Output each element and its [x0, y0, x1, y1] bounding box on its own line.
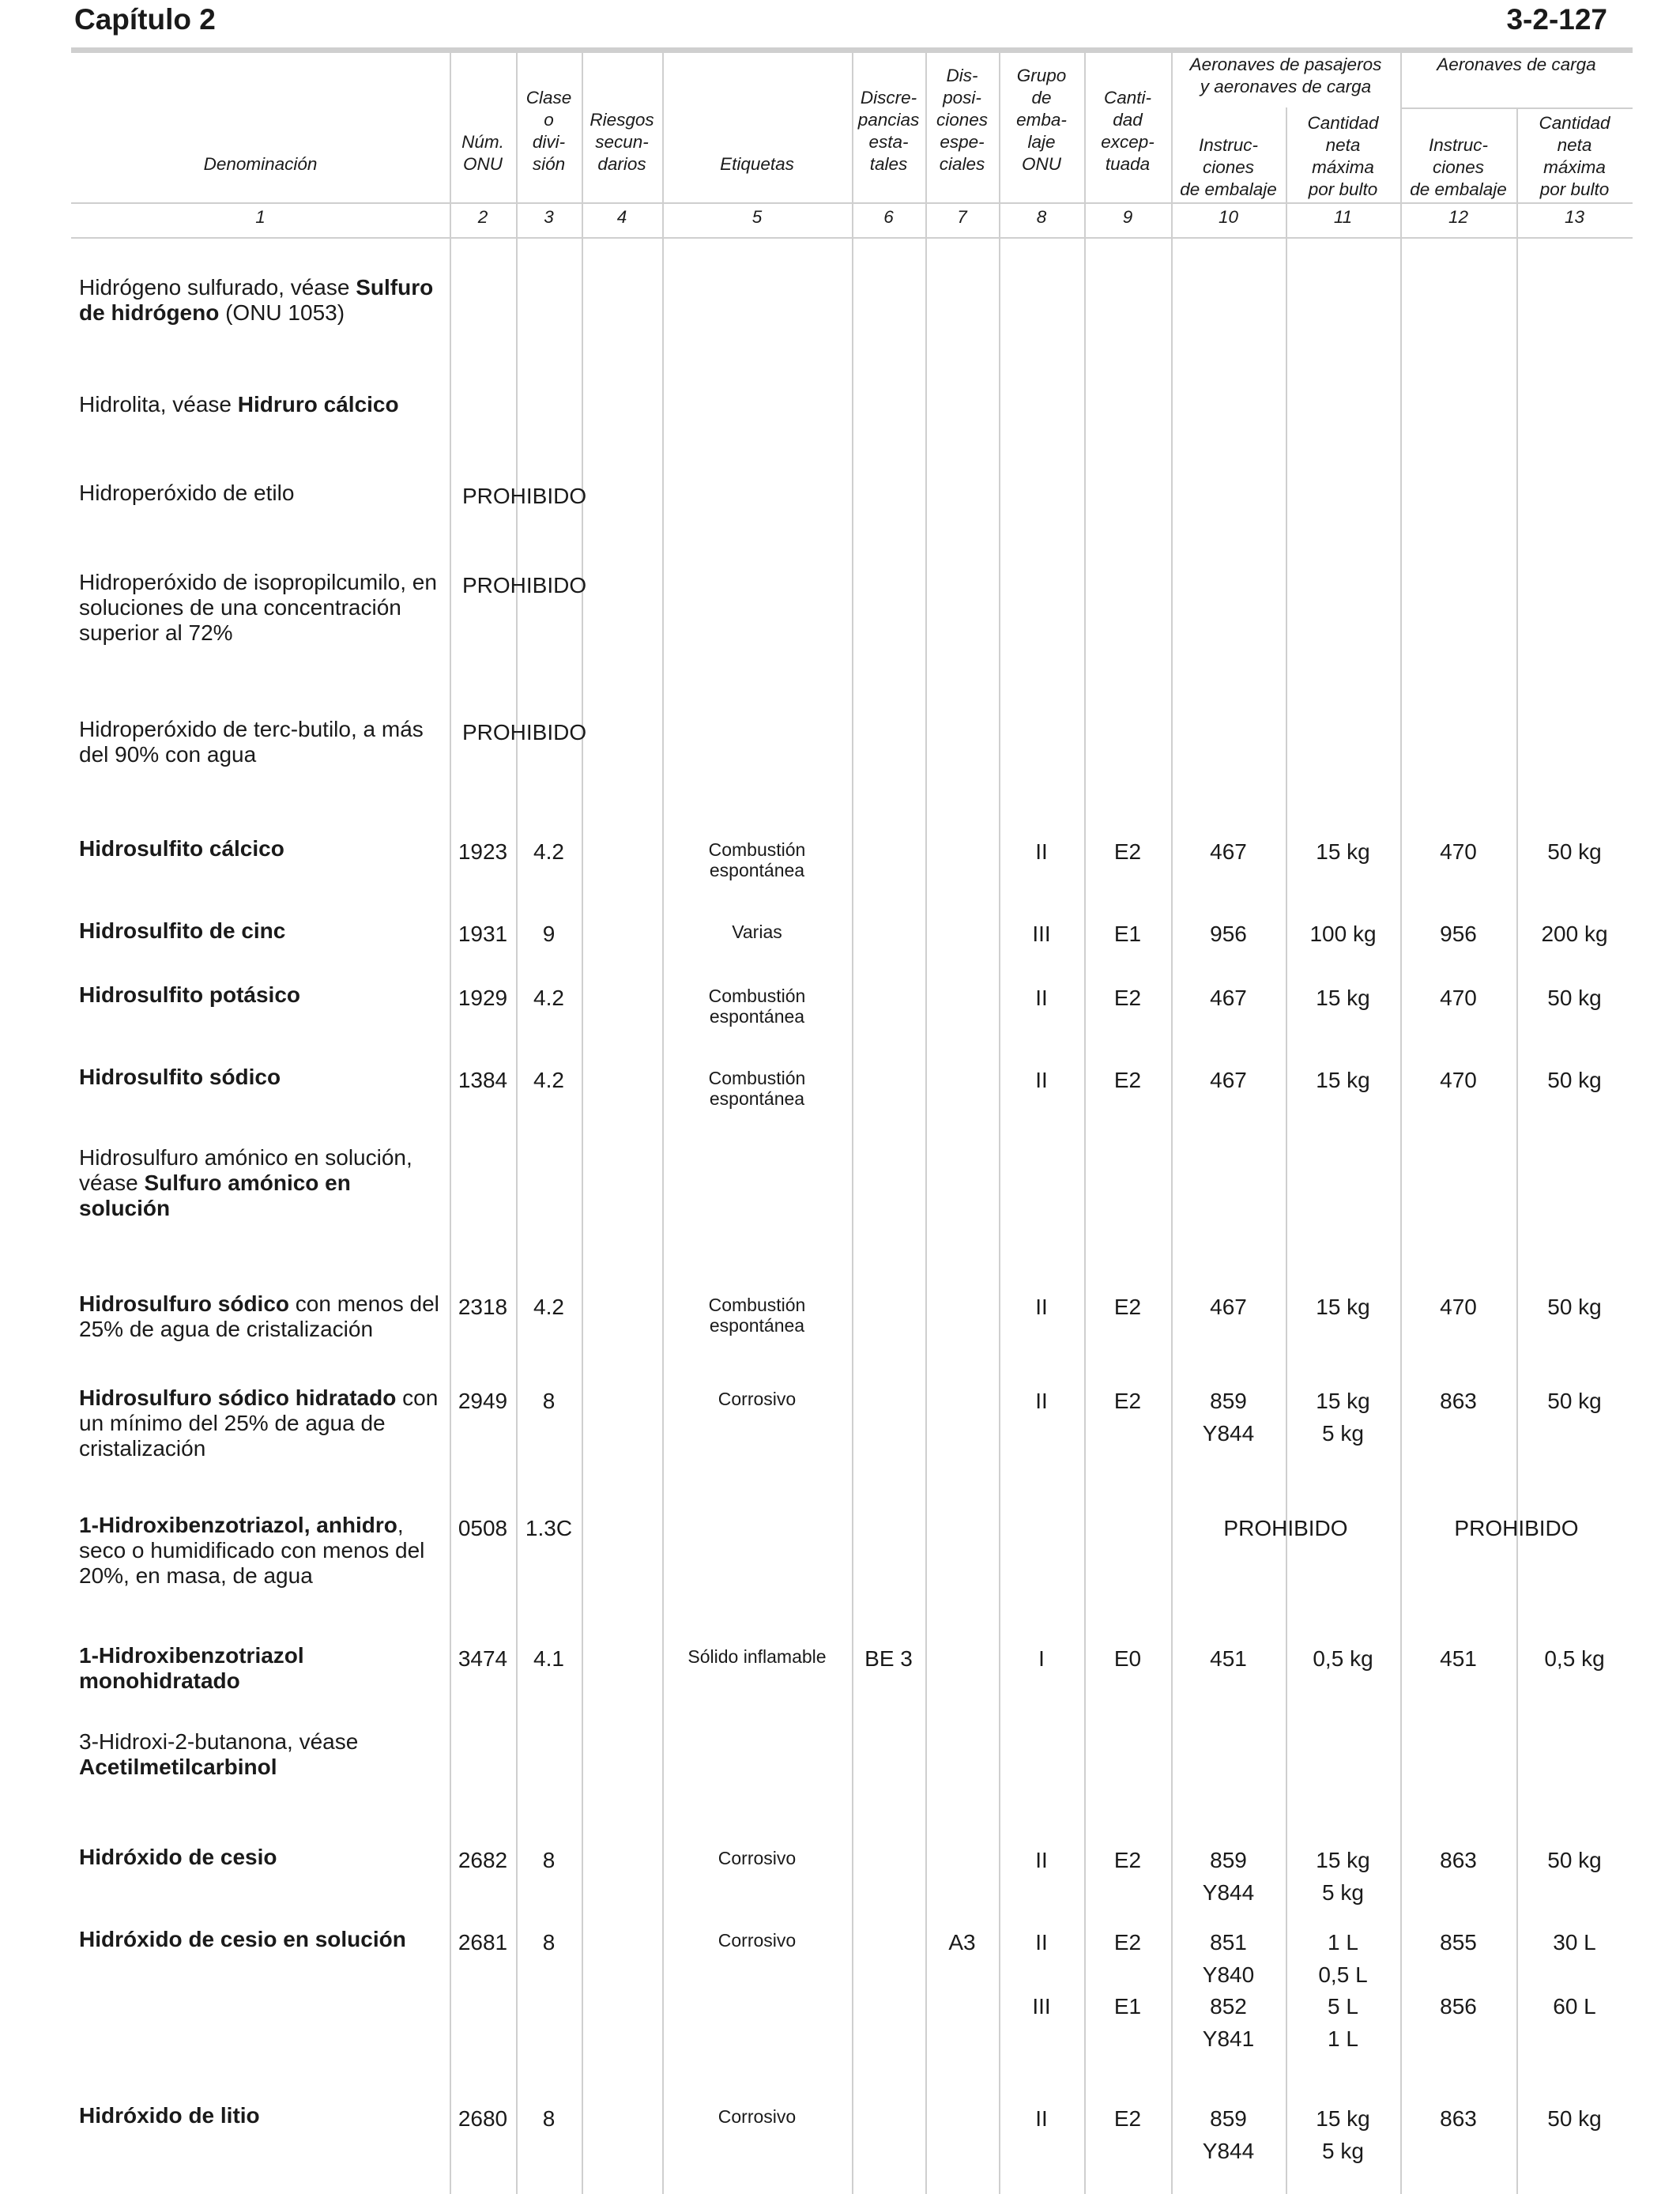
- row-denominacion: Hidrosulfuro amónico en solución, véase Sulfuro amónico en solución: [79, 1145, 412, 1220]
- cargo-prohibited: PROHIBIDO: [1454, 1516, 1579, 1540]
- cargo-packing-instruction: 470: [1440, 1068, 1477, 1092]
- column-number: 2: [477, 207, 488, 227]
- excepted-quantity: E2: [1113, 1848, 1142, 1872]
- un-number: 1929: [458, 986, 508, 1010]
- column-number: 8: [1036, 207, 1047, 227]
- cargo-packing-instruction: 863: [1440, 1848, 1477, 1872]
- pax-packing-instruction-y: Y841: [1202, 2026, 1255, 2051]
- pax-packing-instruction: 467: [1210, 839, 1247, 864]
- pax-max-quantity: 0,5 kg: [1313, 1646, 1373, 1671]
- un-number: 1923: [458, 839, 508, 864]
- cargo-max-quantity: 60 L: [1553, 1994, 1596, 2019]
- hazard-label: Combustión espontánea: [708, 1295, 806, 1336]
- column-divider: [582, 53, 583, 2194]
- excepted-quantity: E2: [1113, 1295, 1142, 1319]
- cargo-max-quantity: 0,5 kg: [1544, 1646, 1605, 1671]
- row-denominacion: Hidrosulfito potásico: [79, 982, 300, 1007]
- header-riesgos: Riesgos secun- darios: [590, 110, 654, 174]
- column-divider: [662, 53, 664, 2194]
- column-number: 7: [957, 207, 967, 227]
- excepted-quantity: E2: [1113, 1930, 1142, 1955]
- packing-group: II: [1035, 1068, 1048, 1092]
- hazard-label: Sólido inflamable: [687, 1646, 827, 1667]
- row-denominacion: Hidrosulfuro sódico hidratado con un mínimo del 25% de agua de cristalización: [79, 1385, 439, 1461]
- packing-group: II: [1035, 1389, 1048, 1413]
- state-variation: BE 3: [864, 1646, 913, 1671]
- cargo-packing-instruction: 470: [1440, 1295, 1477, 1319]
- class-division: 8: [542, 1389, 556, 1413]
- class-division: 4.1: [533, 1646, 564, 1671]
- excepted-quantity: E1: [1113, 922, 1142, 946]
- packing-group: II: [1035, 1848, 1048, 1872]
- pax-packing-instruction: 467: [1210, 986, 1247, 1010]
- pax-max-quantity-y: 0,5 L: [1318, 1962, 1368, 1987]
- cargo-packing-instruction: 470: [1440, 986, 1477, 1010]
- column-number: 3: [544, 207, 554, 227]
- column-divider: [925, 53, 927, 2194]
- cargo-packing-instruction: 863: [1440, 2106, 1477, 2131]
- prohibited-label: PROHIBIDO: [462, 484, 587, 508]
- class-division: 4.2: [533, 1295, 564, 1319]
- packing-group: II: [1035, 1930, 1048, 1955]
- pax-max-quantity-y: 5 kg: [1322, 1880, 1364, 1905]
- un-number: 2318: [458, 1295, 508, 1319]
- cargo-max-quantity: 50 kg: [1547, 839, 1602, 864]
- hazard-label: Corrosivo: [718, 2106, 797, 2127]
- pax-packing-instruction-y: Y844: [1202, 1421, 1255, 1446]
- cargo-packing-instruction: 863: [1440, 1389, 1477, 1413]
- header-instrucciones-pax: Instruc- ciones de embalaje: [1180, 135, 1277, 199]
- un-number: 2682: [458, 1848, 508, 1872]
- pax-max-quantity: 15 kg: [1316, 1848, 1370, 1872]
- un-number: 1384: [458, 1068, 508, 1092]
- pax-prohibited: PROHIBIDO: [1223, 1516, 1348, 1540]
- header-grupo: Grupo de emba- laje ONU: [1016, 66, 1067, 174]
- excepted-quantity: E0: [1113, 1646, 1142, 1671]
- cargo-max-quantity: 50 kg: [1547, 1389, 1602, 1413]
- column-number: 5: [751, 207, 763, 227]
- excepted-quantity: E2: [1113, 1389, 1142, 1413]
- pax-packing-instruction-y: Y840: [1202, 1962, 1255, 1987]
- header-discrepancias: Discre- pancias esta- tales: [857, 88, 920, 174]
- row-denominacion: Hidrosulfuro sódico con menos del 25% de agua de cristalización: [79, 1291, 439, 1341]
- pax-packing-instruction: 859: [1210, 1848, 1247, 1872]
- hazard-label: Combustión espontánea: [708, 839, 806, 880]
- pax-packing-instruction: 451: [1210, 1646, 1247, 1671]
- header-etiquetas: Etiquetas: [720, 154, 794, 174]
- pax-max-quantity: 15 kg: [1316, 986, 1370, 1010]
- column-number: 1: [255, 207, 266, 227]
- packing-group: II: [1035, 839, 1048, 864]
- un-number: 1931: [458, 922, 508, 946]
- excepted-quantity: E2: [1113, 2106, 1142, 2131]
- hazard-label: Combustión espontánea: [708, 986, 806, 1027]
- excepted-quantity: E2: [1113, 1068, 1142, 1092]
- pax-packing-instruction: 956: [1210, 922, 1247, 946]
- packing-group: II: [1035, 1295, 1048, 1319]
- header-num-onu: Núm. ONU: [461, 132, 504, 174]
- un-number: 2949: [458, 1389, 508, 1413]
- pax-max-quantity: 15 kg: [1316, 2106, 1370, 2131]
- header-instrucciones-cargo: Instruc- ciones de embalaje: [1410, 135, 1507, 199]
- hazard-label: Varias: [732, 922, 782, 942]
- pax-max-quantity-y: 1 L: [1328, 2026, 1358, 2051]
- header-cantidad-cargo: Cantidad neta máxima por bulto: [1539, 113, 1610, 199]
- chapter-title: Capítulo 2: [74, 3, 216, 36]
- cargo-max-quantity: 50 kg: [1547, 1068, 1602, 1092]
- header-rule: [71, 47, 1633, 53]
- header-denominacion: Denominación: [203, 154, 318, 174]
- packing-group: II: [1035, 986, 1048, 1010]
- header-disposiciones: Dis- posi- ciones espe- ciales: [936, 66, 989, 174]
- cargo-max-quantity: 50 kg: [1547, 1295, 1602, 1319]
- row-denominacion: 1-Hidroxibenzotriazol monohidratado: [79, 1643, 304, 1693]
- cargo-max-quantity: 200 kg: [1541, 922, 1608, 946]
- row-denominacion: Hidrolita, véase Hidruro cálcico: [79, 392, 399, 417]
- pax-max-quantity-y: 5 kg: [1322, 1421, 1364, 1446]
- pax-max-quantity: 15 kg: [1316, 1068, 1370, 1092]
- packing-group: III: [1032, 1994, 1051, 2019]
- pax-packing-instruction: 851: [1210, 1930, 1247, 1955]
- row-denominacion: Hidrosulfito cálcico: [79, 836, 284, 861]
- excepted-quantity: E2: [1113, 986, 1142, 1010]
- header-group-carga: Aeronaves de carga: [1437, 55, 1596, 74]
- pax-max-quantity: 1 L: [1328, 1930, 1358, 1955]
- pax-max-quantity: 15 kg: [1316, 1295, 1370, 1319]
- row-denominacion: 1-Hidroxibenzotriazol, anhidro, seco o humidificado con menos del 20%, en masa, de agua: [79, 1513, 425, 1588]
- header-group-pasajeros: Aeronaves de pasajeros y aeronaves de carga: [1189, 55, 1382, 96]
- column-number: 10: [1218, 207, 1239, 227]
- pax-max-quantity: 15 kg: [1316, 839, 1370, 864]
- class-division: 8: [542, 2106, 556, 2131]
- cargo-max-quantity: 50 kg: [1547, 986, 1602, 1010]
- header-clase: Clase o divi- sión: [525, 88, 572, 174]
- column-number: 9: [1122, 207, 1133, 227]
- column-number: 12: [1448, 207, 1469, 227]
- cargo-max-quantity: 50 kg: [1547, 2106, 1602, 2131]
- un-number: 2681: [458, 1930, 508, 1955]
- packing-group: III: [1032, 922, 1051, 946]
- pax-max-quantity: 100 kg: [1309, 922, 1377, 946]
- class-division: 1.3C: [525, 1516, 573, 1540]
- row-denominacion: Hidroperóxido de terc-butilo, a más del 90% con agua: [79, 717, 424, 767]
- class-division: 8: [542, 1848, 556, 1872]
- pax-packing-instruction-y: Y844: [1202, 2139, 1255, 2163]
- pax-max-quantity: 15 kg: [1316, 1389, 1370, 1413]
- class-division: 4.2: [533, 1068, 564, 1092]
- hazard-label: Combustión espontánea: [708, 1068, 806, 1109]
- class-division: 4.2: [533, 839, 564, 864]
- column-number: 13: [1564, 207, 1585, 227]
- class-division: 8: [542, 1930, 556, 1955]
- class-division: 4.2: [533, 986, 564, 1010]
- column-number: 6: [883, 207, 894, 227]
- header-cantidad-exceptuada: Canti- dad excep- tuada: [1101, 88, 1155, 174]
- hazard-label: Corrosivo: [718, 1930, 797, 1951]
- pax-max-quantity: 5 L: [1328, 1994, 1358, 2019]
- column-divider: [852, 53, 853, 2194]
- pax-max-quantity-y: 5 kg: [1322, 2139, 1364, 2163]
- cargo-max-quantity: 50 kg: [1547, 1848, 1602, 1872]
- hazard-label: Corrosivo: [718, 1389, 797, 1409]
- row-denominacion: Hidrosulfito sódico: [79, 1065, 281, 1089]
- column-number: 4: [616, 207, 627, 227]
- row-denominacion: Hidroperóxido de etilo: [79, 481, 295, 505]
- packing-group: I: [1038, 1646, 1045, 1671]
- class-division: 9: [542, 922, 556, 946]
- page-number: 3-2-127: [1506, 3, 1607, 36]
- row-denominacion: Hidróxido de cesio en solución: [79, 1927, 406, 1951]
- hazard-label: Corrosivo: [718, 1848, 797, 1868]
- row-denominacion: Hidróxido de cesio: [79, 1845, 277, 1869]
- un-number: 3474: [458, 1646, 508, 1671]
- cargo-packing-instruction: 856: [1440, 1994, 1477, 2019]
- prohibited-label: PROHIBIDO: [462, 720, 587, 745]
- packing-group: II: [1035, 2106, 1048, 2131]
- cargo-packing-instruction: 855: [1440, 1930, 1477, 1955]
- prohibited-label: PROHIBIDO: [462, 573, 587, 598]
- pax-packing-instruction-y: Y844: [1202, 1880, 1255, 1905]
- special-provision: A3: [948, 1930, 976, 1955]
- pax-packing-instruction: 852: [1210, 1994, 1247, 2019]
- pax-packing-instruction: 859: [1210, 2106, 1247, 2131]
- cargo-packing-instruction: 956: [1440, 922, 1477, 946]
- excepted-quantity: E2: [1113, 839, 1142, 864]
- un-number: 0508: [458, 1516, 508, 1540]
- row-denominacion: Hidroperóxido de isopropilcumilo, en soluciones de una concentración superior al 72%: [79, 570, 437, 645]
- pax-packing-instruction: 467: [1210, 1068, 1247, 1092]
- cargo-max-quantity: 30 L: [1553, 1930, 1596, 1955]
- cargo-packing-instruction: 470: [1440, 839, 1477, 864]
- column-divider: [1516, 107, 1518, 2194]
- row-denominacion: Hidrosulfito de cinc: [79, 918, 286, 943]
- header-cantidad-pax: Cantidad neta máxima por bulto: [1307, 113, 1379, 199]
- cargo-packing-instruction: 451: [1440, 1646, 1477, 1671]
- row-denominacion: Hidrógeno sulfurado, véase Sulfuro de hidrógeno (ONU 1053): [79, 275, 434, 325]
- pax-packing-instruction: 859: [1210, 1389, 1247, 1413]
- un-number: 2680: [458, 2106, 508, 2131]
- row-denominacion: Hidróxido de litio: [79, 2103, 260, 2128]
- column-number: 11: [1333, 207, 1353, 227]
- excepted-quantity: E1: [1113, 1994, 1142, 2019]
- row-denominacion: 3-Hidroxi-2-butanona, véase Acetilmetilcarbinol: [79, 1729, 359, 1779]
- pax-packing-instruction: 467: [1210, 1295, 1247, 1319]
